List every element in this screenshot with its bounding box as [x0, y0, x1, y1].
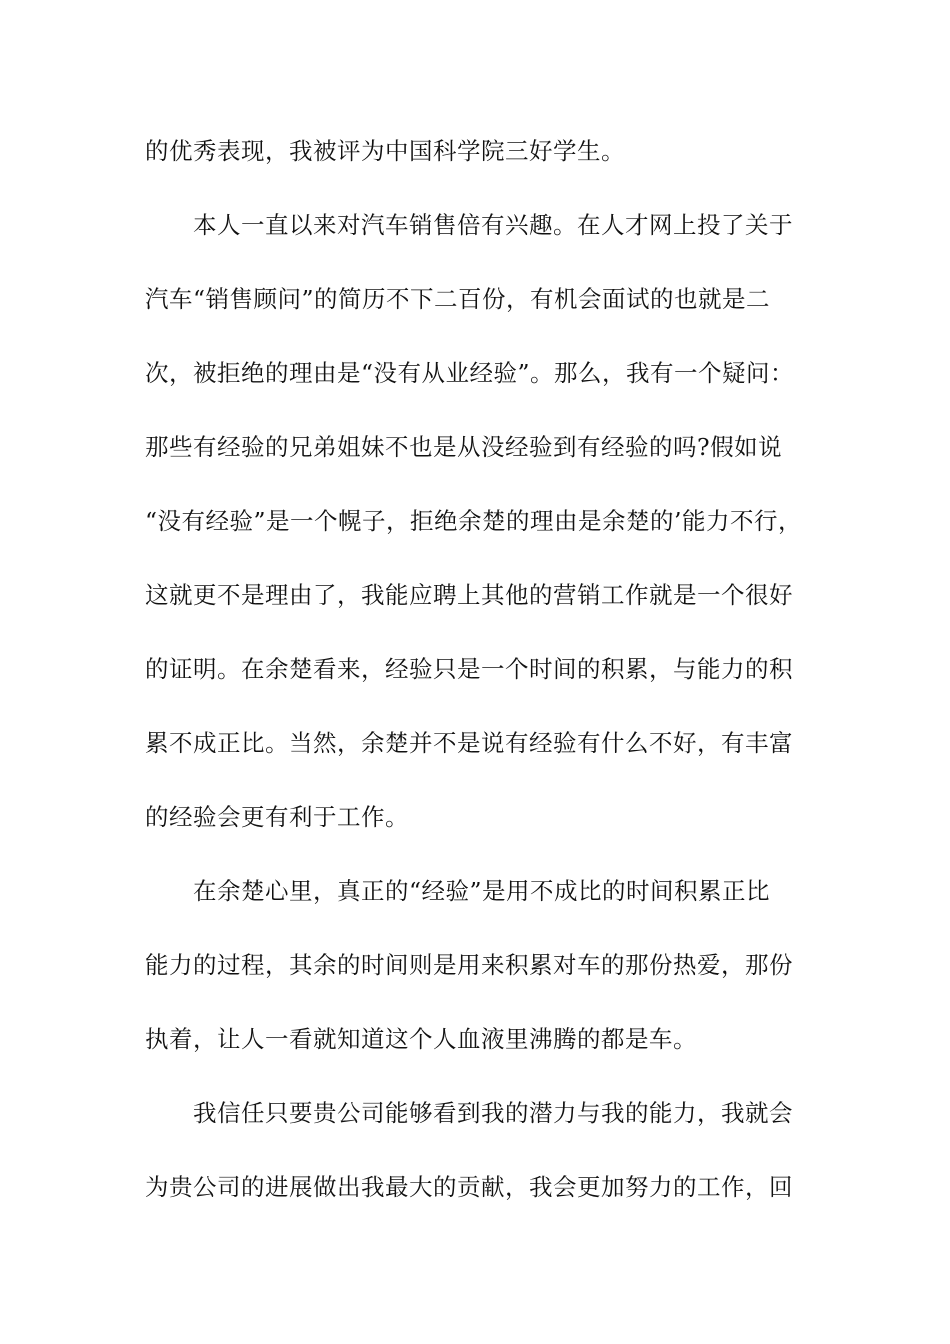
text-line: 的优秀表现，我被评为中国科学院三好学生。: [145, 137, 625, 165]
paragraph-start-line: 在余楚心里，真正的“经验”是用不成比的时间积累正比: [193, 877, 771, 905]
text-line: 执着，让人一看就知道这个人血液里沸腾的都是车。: [145, 1025, 697, 1053]
text-line: 次，被拒绝的理由是“没有从业经验”。那么，我有一个疑问：: [145, 359, 795, 387]
text-line: 汽车“销售顾问”的简历不下二百份，有机会面试的也就是二: [145, 285, 771, 313]
paragraph-start-line: 我信任只要贵公司能够看到我的潜力与我的能力，我就会: [193, 1099, 793, 1127]
text-line: 的证明。在余楚看来，经验只是一个时间的积累，与能力的积: [145, 655, 793, 683]
text-line: 的经验会更有利于工作。: [145, 803, 409, 831]
text-line: 为贵公司的进展做出我最大的贡献，我会更加努力的工作，回: [145, 1173, 793, 1201]
text-line: 能力的过程，其余的时间则是用来积累对车的那份热爱，那份: [145, 951, 793, 979]
text-line: “没有经验”是一个幌子，拒绝余楚的理由是余楚的’能力不行，: [145, 507, 802, 535]
paragraph-start-line: 本人一直以来对汽车销售倍有兴趣。在人才网上投了关于: [193, 211, 793, 239]
text-line: 这就更不是理由了，我能应聘上其他的营销工作就是一个很好: [145, 581, 793, 609]
text-line: 那些有经验的兄弟姐妹不也是从没经验到有经验的吗?假如说: [145, 433, 783, 461]
text-line: 累不成正比。当然，余楚并不是说有经验有什么不好，有丰富: [145, 729, 793, 757]
